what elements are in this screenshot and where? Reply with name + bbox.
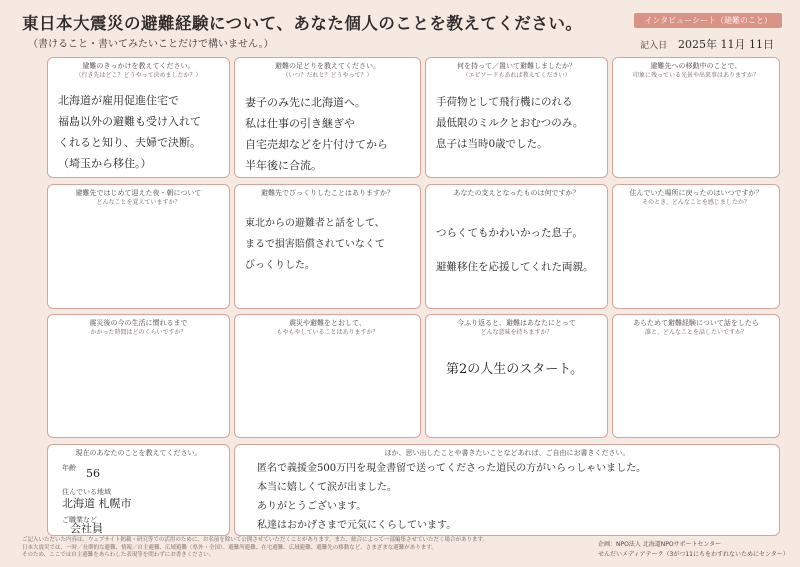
question-box-return (612, 184, 780, 309)
handwritten-answer: 北海道が雇用促進住宅で 福島以外の避難も受け入れて くれると知り、夫婦で決断。 （埼玉から移住。） (58, 94, 201, 170)
question-box-meaning (425, 314, 608, 438)
handwritten-answer: 手荷物として飛行機にのれる 最低限のミルクとおむつのみ。 息子は当時0歳でした。 (436, 96, 584, 150)
handwritten-answer: 妻子のみ先に北海道へ。 私は仕事の引き継ぎや 自宅売却などを片付けてから 半年後に合流。 (245, 96, 388, 172)
question-sublabel: そのとき、どんなことを感じましたか？ (642, 199, 750, 206)
question-label: 震災後の今の生活に慣れるまで (89, 319, 188, 327)
sheet-type-badge: インタビューシート（避難のこと） (634, 13, 782, 28)
question-label: ほか、思い出したことや書きたいことなどあれば、ご自由にお書きください。 (384, 449, 630, 457)
question-label: あなたの支えとなったものは何ですか？ (453, 189, 580, 197)
question-sublabel: 誰と、どんなことを話したいですか？ (644, 329, 747, 336)
page-title: 東日本大震災の避難経験について、あなた個人のことを教えてください。 (22, 14, 583, 33)
question-sublabel: もやもやしていることはありますか？ (276, 329, 379, 336)
question-label: 何を持って／置いて避難しましたか？ (457, 62, 576, 70)
profile-box (47, 444, 230, 536)
handwritten-answer: 東北からの避難者と話をして、 まるで損害賠償されていなくて びっくりした。 (245, 218, 385, 271)
job-value: 会社員 (70, 522, 103, 535)
question-box-journey (612, 57, 780, 178)
question-label: 避難のきっかけを教えてください。 (82, 62, 195, 70)
region-label: 住んでいる地域 (62, 488, 111, 496)
question-sublabel: 印象に残っている光景や出来事はありますか？ (632, 72, 759, 79)
question-sublabel: （行き先はどこ？どうやって決めましたか？） (75, 72, 202, 79)
organizer-line: せんだいメディアテーク（3がつ11にちをわすれないためにセンター） (598, 551, 789, 558)
question-box-adjustment (47, 314, 230, 438)
question-label: 震災や避難をとおして、 (289, 319, 366, 327)
question-sublabel: （いつ？だれと？どうやって？） (282, 72, 373, 79)
footer-organizer (598, 540, 789, 560)
handwritten-answer: 第2の人生のスタート。 (446, 362, 584, 377)
question-box-first-night (47, 184, 230, 309)
question-sublabel: かかった時間はどのくらいですか？ (90, 329, 187, 336)
age-label: 年齢 (62, 464, 76, 472)
region-value: 北海道 札幌市 (62, 497, 132, 510)
question-box-trigger (47, 57, 230, 178)
question-box-belongings (425, 57, 608, 178)
page-subtitle: （書けること・書いてみたいことだけで構いません。） (28, 39, 274, 50)
age-value: 56 (86, 467, 100, 480)
question-sublabel: どんなことを覚えていますか？ (96, 199, 181, 206)
footer-note: ご記入いただいた内容は、ウェブサイト掲載・研究等での活用のために、お名前を除いて公開させていただくことがあります。また、総合によって一部編集させていただく場合があります。 日本大震災では、一時／長期的な避難、情報／自主避難、広域避難（県外・全国）、避難所避難、在宅避難、広域避難、避難先の移動など、さまざまな避難があります。 そのため、ここでは自主避難をあらわした表現等を問わずにお書きください。 (22, 537, 489, 558)
job-label: ご職業など (62, 516, 97, 524)
question-sublabel: どんな意味を持ちますか？ (480, 329, 553, 336)
question-label: 住んでいた場所に戻ったのはいつですか？ (629, 189, 763, 197)
question-label: 避難先への移動中のことで、 (650, 62, 742, 70)
handwritten-answer: つらくてもかわいかった息子。 避難移住を応援してくれた両親。 (436, 227, 594, 273)
free-comment-box (234, 444, 780, 536)
entry-date-label: 記入日 (640, 41, 668, 51)
handwritten-answer: 匿名で義援金500万円を現金書留で送ってくださった道民の方がいらっしゃいました。 本当に嬉しくて涙が出ました。 ありがとうございます。 私達はおかげさまで元気にくらしています。 (257, 463, 647, 531)
question-label: 今ふり返ると、避難はあなたにとって (457, 319, 576, 327)
question-label: 避難先ではじめて迎えた夜・朝について (75, 189, 202, 197)
entry-date (640, 36, 774, 52)
question-box-concerns (234, 314, 421, 438)
question-box-talk (612, 314, 780, 438)
question-label: 現在のあなたのことを教えてください。 (75, 449, 202, 457)
question-box-surprise (234, 184, 421, 309)
question-box-support (425, 184, 608, 309)
question-sublabel: （エピソードもあれば教えてください） (462, 72, 571, 79)
question-box-route (234, 57, 421, 178)
question-label: 避難の足どりを教えてください。 (275, 62, 380, 70)
entry-date-value: 2025年 11月 11日 (678, 38, 774, 51)
organizer-line: 企画：NPO法人 北海道NPOサポートセンター (598, 541, 722, 548)
question-label: 避難先でびっくりしたことはありますか？ (261, 189, 394, 197)
question-label: あらためて避難経験について話をしたら (633, 319, 759, 327)
